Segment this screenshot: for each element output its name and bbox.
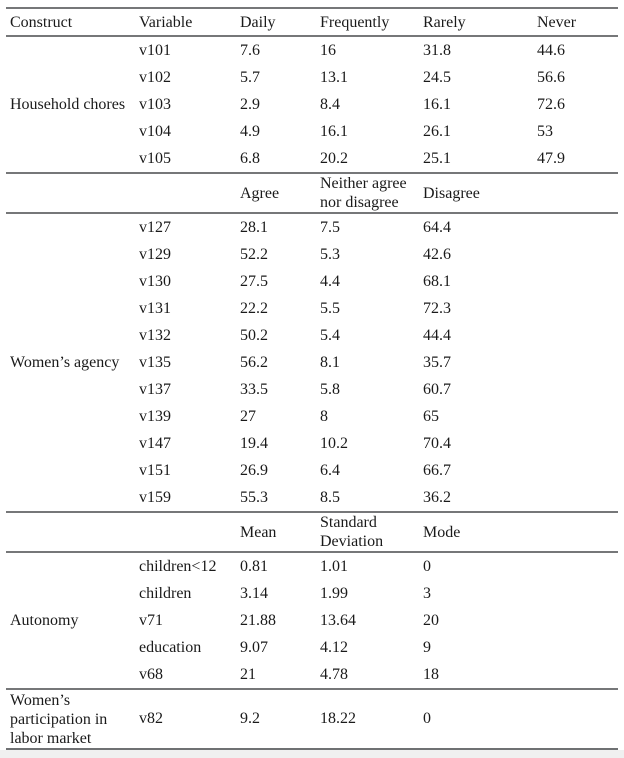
section-womens-participation [6,689,618,749]
variable-cell: v159 [139,488,171,506]
value-cell: 68.1 [423,272,451,290]
value-cell [533,634,618,661]
value-cell: 26.1 [423,122,451,140]
value-cell: 53 [537,122,553,140]
variable-cell: v135 [139,353,171,371]
value-cell: 1.99 [320,584,348,602]
variable-cell: v103 [139,95,171,113]
value-cell: 6.4 [320,461,340,479]
value-cell [533,580,618,607]
header-cell [6,512,135,552]
value-cell: 3 [423,584,431,602]
value-cell: 6.8 [240,149,260,167]
table-row [6,689,618,749]
header-cell: Neither agree nor disagree [320,175,407,211]
value-cell: 27.5 [240,272,268,290]
value-cell: 5.3 [320,245,340,263]
value-cell: 9.07 [240,638,268,656]
value-cell: 3.14 [240,584,268,602]
value-cell: 7.6 [240,41,260,59]
value-cell: 28.1 [240,218,268,236]
header-cell: Construct [10,13,73,31]
value-cell: 72.3 [423,299,451,317]
value-cell [533,268,618,295]
variable-cell: v104 [139,122,171,140]
value-cell: 10.2 [320,434,348,452]
variable-cell: v71 [139,611,163,629]
value-cell: 26.9 [240,461,268,479]
variable-cell: v137 [139,380,171,398]
value-cell: 35.7 [423,353,451,371]
value-cell: 72.6 [537,95,565,113]
section-household-chores [6,36,618,173]
header-cell: Standard Deviation [320,514,384,550]
header-cell: Never [537,13,577,31]
value-cell [533,295,618,322]
value-cell: 8.1 [320,353,340,371]
variable-cell: v130 [139,272,171,290]
variable-cell: v139 [139,407,171,425]
construct-cell: Household chores [10,96,126,113]
header-cell: Mean [240,523,277,541]
value-cell: 4.78 [320,665,348,683]
variable-cell: v131 [139,299,171,317]
value-cell [533,607,618,634]
value-cell: 16.1 [423,95,451,113]
value-cell: 5.4 [320,326,340,344]
header-statistics [6,512,618,552]
value-cell [533,689,618,749]
value-cell: 50.2 [240,326,268,344]
value-cell: 5.5 [320,299,340,317]
value-cell: 18.22 [320,710,356,727]
value-cell: 1.01 [320,557,348,575]
value-cell: 19.4 [240,434,268,452]
construct-cell: Autonomy [10,612,79,629]
value-cell: 21.88 [240,611,276,629]
variable-cell: v101 [139,41,171,59]
header-cell: Variable [139,13,193,31]
header-agreement [6,173,618,213]
value-cell: 4.12 [320,638,348,656]
variable-cell: v147 [139,434,171,452]
section-autonomy [6,552,618,689]
value-cell [533,376,618,403]
value-cell: 7.5 [320,218,340,236]
descriptive-statistics-table [6,7,618,750]
header-cell: Agree [240,184,280,202]
value-cell: 44.6 [537,41,565,59]
variable-cell: v102 [139,68,171,86]
value-cell: 9 [423,638,431,656]
variable-cell: v151 [139,461,171,479]
value-cell: 60.7 [423,380,451,398]
variable-cell: v129 [139,245,171,263]
header-frequency [6,8,618,36]
value-cell: 64.4 [423,218,451,236]
header-cell: Disagree [423,184,480,202]
value-cell: 9.2 [240,710,260,727]
value-cell: 22.2 [240,299,268,317]
variable-cell: v132 [139,326,171,344]
value-cell: 4.4 [320,272,340,290]
value-cell [533,322,618,349]
value-cell: 33.5 [240,380,268,398]
page-bottom-strip [0,750,624,758]
header-cell: Frequently [320,13,390,31]
header-row [6,173,618,213]
value-cell: 20.2 [320,149,348,167]
value-cell: 42.6 [423,245,451,263]
header-cell [135,512,236,552]
value-cell: 16 [320,41,336,59]
value-cell [533,430,618,457]
variable-cell: v105 [139,149,171,167]
header-cell: Mode [423,523,461,541]
table-row [6,36,618,64]
header-cell [533,173,618,213]
header-row [6,512,618,552]
variable-cell: v82 [139,710,163,727]
value-cell: 16.1 [320,122,348,140]
value-cell: 2.9 [240,95,260,113]
header-cell: Daily [240,13,276,31]
value-cell: 36.2 [423,488,451,506]
section-womens-agency [6,213,618,512]
value-cell: 0 [423,710,431,727]
variable-cell: v68 [139,665,163,683]
value-cell: 65 [423,407,439,425]
value-cell: 13.64 [320,611,356,629]
table-row [6,213,618,241]
header-cell [135,173,236,213]
value-cell: 31.8 [423,41,451,59]
value-cell [533,484,618,512]
value-cell [533,552,618,580]
value-cell: 56.6 [537,68,565,86]
table-row [6,552,618,580]
construct-cell: Women’s participation in labor market [10,691,108,747]
value-cell [533,661,618,689]
value-cell [533,241,618,268]
header-cell [6,173,135,213]
value-cell: 21 [240,665,256,683]
value-cell: 0 [423,557,431,575]
value-cell: 44.4 [423,326,451,344]
value-cell: 66.7 [423,461,451,479]
value-cell [533,457,618,484]
variable-cell: education [139,638,202,656]
value-cell: 4.9 [240,122,260,140]
header-cell: Rarely [423,13,466,31]
value-cell: 8.4 [320,95,340,113]
value-cell [533,213,618,241]
variable-cell: children [139,584,192,602]
value-cell: 8 [320,407,328,425]
value-cell: 5.8 [320,380,340,398]
value-cell: 27 [240,407,256,425]
variable-cell: children<12 [139,557,217,575]
value-cell: 70.4 [423,434,451,452]
value-cell: 0.81 [240,557,268,575]
value-cell [533,349,618,376]
value-cell: 20 [423,611,439,629]
header-cell [533,512,618,552]
value-cell: 18 [423,665,439,683]
value-cell: 5.7 [240,68,260,86]
value-cell: 25.1 [423,149,451,167]
value-cell [533,403,618,430]
value-cell: 8.5 [320,488,340,506]
value-cell: 24.5 [423,68,451,86]
value-cell: 52.2 [240,245,268,263]
value-cell: 55.3 [240,488,268,506]
value-cell: 56.2 [240,353,268,371]
header-row [6,8,618,36]
construct-cell: Women’s agency [10,354,120,371]
value-cell: 13.1 [320,68,348,86]
value-cell: 47.9 [537,149,565,167]
variable-cell: v127 [139,218,171,236]
